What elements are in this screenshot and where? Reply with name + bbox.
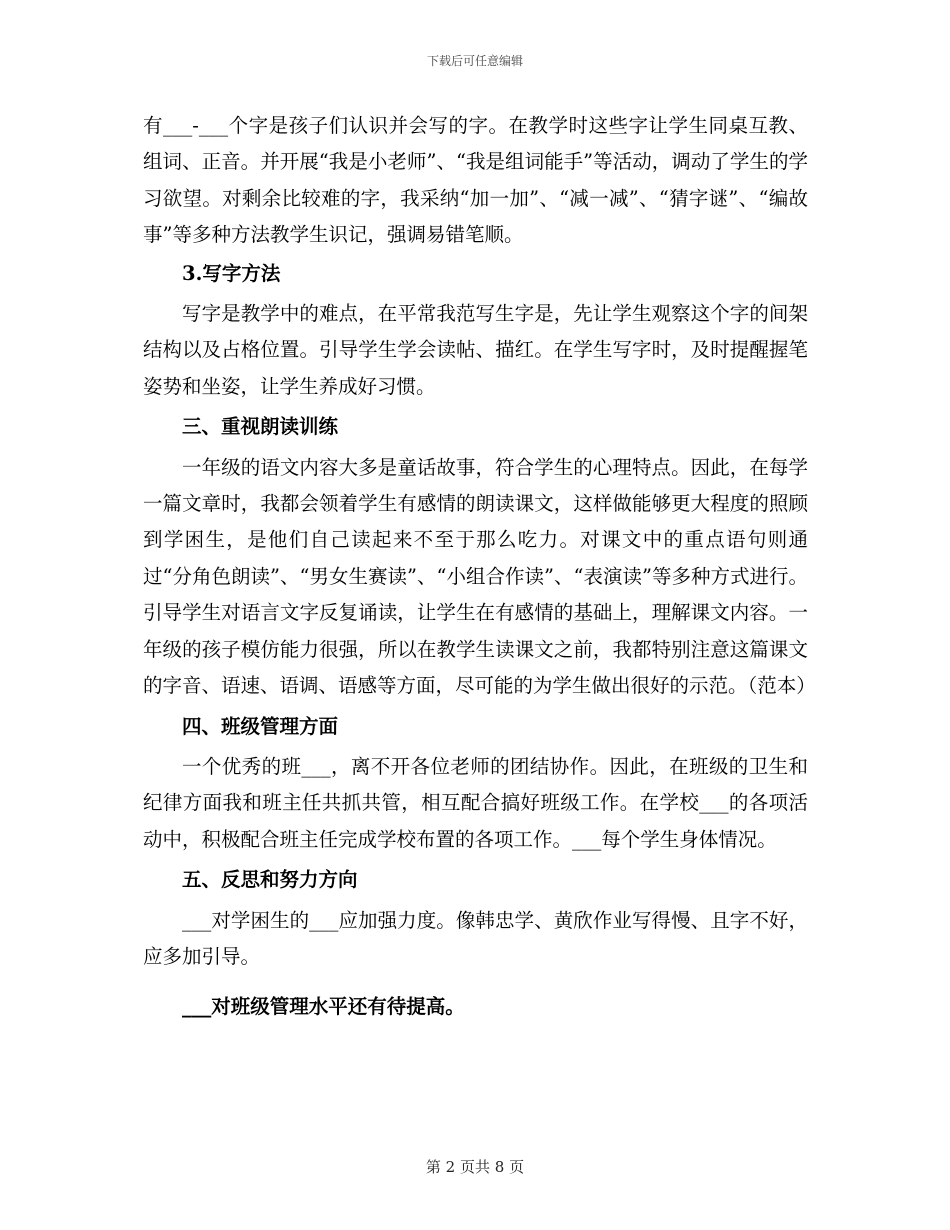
section-heading-writing-method: 3.写字方法 [182, 261, 281, 285]
paragraph-reading-training: 一年级的语文内容大多是童话故事，符合学生的心理特点。因此，在每学一篇文章时，我都会领着学生有感情的朗读课文，这样做能够更大程度的照顾到学困生，是他们自己读起来不至于那么吃力。对课文中的重点语句则通过“分角色朗读”、“男女生赛读”、“小组合作读”、“表演读”等多种方式进行。引导学生对语言文字反复诵读，让学生在有感情的基础上，理解课文内容。一年级的孩子模仿能力很强，所以在教学生读课文之前，我都特别注意这篇课文的字音、语速、语调、语感等方面，尽可能的为学生做出很好的示范。（范本） [143, 455, 816, 698]
paragraph-management-improvement: ___对班级管理水平还有待提高。 [182, 995, 465, 1019]
paragraph-writing-method: 写字是教学中的难点，在平常我范写生字是，先让学生观察这个字的间架结构以及占格位置。引导学生学会读帖、描红。在学生写字时，及时提醒握笔姿势和坐姿，让学生养成好习惯。 [143, 302, 808, 398]
section-heading-reflection: 五、反思和努力方向 [182, 868, 358, 892]
paragraph-literacy-continued: 有___-___个字是孩子们认识并会写的字。在教学时这些字让学生同桌互教、组词、正音。并开展“我是小老师”、“我是组词能手”等活动，调动了学生的学习欲望。对剩余比较难的字，我采纳“加一加”、“减一减”、“猜字谜”、“编故事”等多种方法教学生识记，强调易错笔顺。 [143, 114, 808, 247]
page-footer: 第 2 页共 8 页 [425, 1158, 525, 1176]
paragraph-reflection: ___对学困生的___应加强力度。像韩忠学、黄欣作业写得慢、且字不好，应多加引导。 [143, 908, 808, 968]
document-body [143, 108, 816, 1026]
section-heading-class-management: 四、班级管理方面 [182, 714, 339, 738]
section-heading-reading-training: 三、重视朗读训练 [182, 415, 339, 439]
page-header: 下载后可任意编辑 [426, 54, 523, 68]
paragraph-class-management: 一个优秀的班___，离不开各位老师的团结协作。因此，在班级的卫生和纪律方面我和班主任共抓共管，相互配合搞好班级工作。在学校___的各项活动中，积极配合班主任完成学校布置的各项工作。___每个学生身体情况。 [143, 754, 808, 851]
